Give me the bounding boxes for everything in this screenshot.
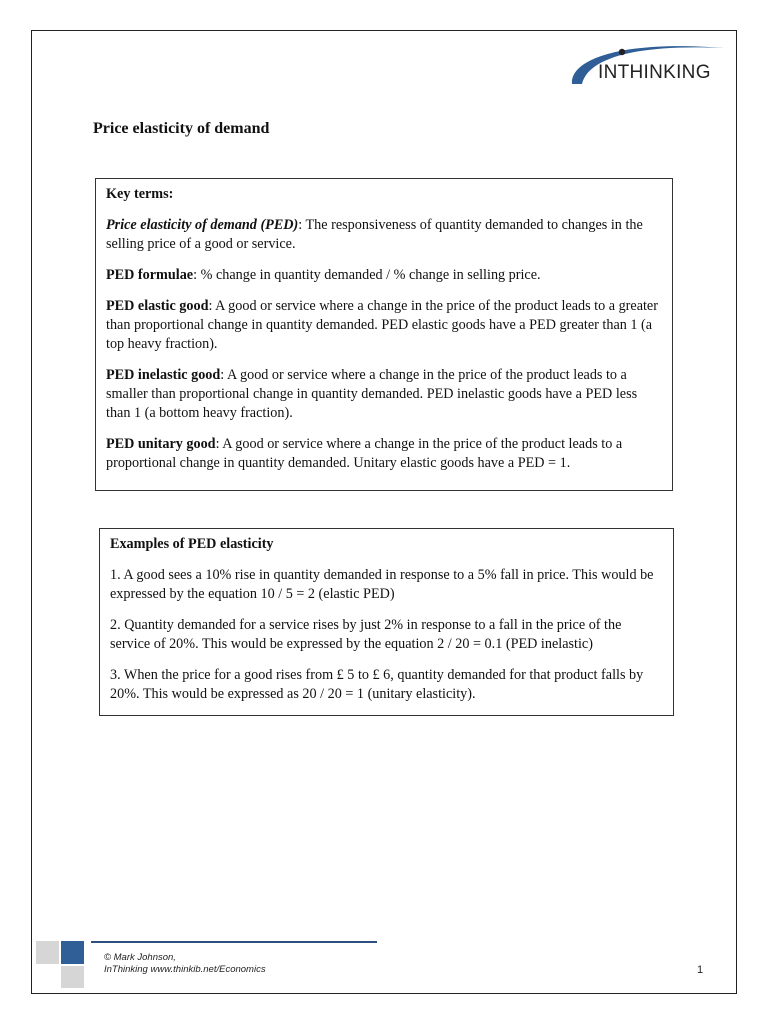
- examples-heading: Examples of PED elasticity: [110, 536, 274, 552]
- key-term-elastic: [106, 297, 663, 354]
- key-term-definition: : A good or service where a change in the price of the product leads to a smaller than proportional change in quantity demanded. PED inelastic goods have a PED less than 1 (a bottom heavy fraction).: [106, 367, 638, 421]
- footer-square-gray: [36, 941, 59, 964]
- key-term-label: PED unitary good: [106, 436, 216, 452]
- key-term-label: PED elastic good: [106, 298, 209, 314]
- example-item: 1. A good sees a 10% rise in quantity demanded in response to a 5% fall in price. This would be expressed by the equation 10 / 5 = 2 (elastic PED): [110, 567, 654, 602]
- key-term-unitary: [106, 435, 663, 473]
- footer-rule: [91, 941, 377, 943]
- page-title: Price elasticity of demand: [93, 120, 270, 137]
- key-term-formulae: [106, 266, 663, 285]
- footer-copyright: © Mark Johnson,: [104, 952, 176, 963]
- footer-square-gray: [61, 966, 84, 988]
- footer-credit: [104, 952, 266, 976]
- key-term-label: PED inelastic good: [106, 367, 221, 383]
- footer-square-blue: [61, 941, 84, 964]
- key-term-label: PED formulae: [106, 267, 194, 283]
- examples-box: [99, 528, 674, 716]
- example-item: 2. Quantity demanded for a service rises by just 2% in response to a fall in the price of the service of 20%. This would be expressed by the equation 2 / 20 = 0.1 (PED inelastic): [110, 617, 622, 652]
- key-terms-box: [95, 178, 673, 491]
- key-term-definition: : % change in quantity demanded / % change in selling price.: [193, 267, 541, 283]
- key-terms-heading: Key terms:: [106, 186, 174, 202]
- key-term-inelastic: [106, 366, 663, 423]
- logo-text: INTHINKING: [598, 62, 711, 83]
- key-term-label: Price elasticity of demand (PED): [106, 217, 299, 233]
- page-number: 1: [697, 964, 704, 976]
- key-term-definition: : The responsiveness of quantity demanded to changes in the selling price of a good or service.: [106, 217, 643, 252]
- page-frame: [31, 30, 737, 994]
- key-term-definition: : A good or service where a change in the price of the product leads to a greater than proportional change in quantity demanded. PED elastic goods have a PED greater than 1 (a top heavy fraction).: [106, 298, 658, 352]
- example-item: 3. When the price for a good rises from £ 5 to £ 6, quantity demanded for that product falls by 20%. This would be expressed as 20 / 20 = 1 (unitary elasticity).: [110, 667, 644, 702]
- key-term-ped: [106, 216, 663, 254]
- footer-website: InThinking www.thinkib.net/Economics: [104, 964, 266, 975]
- key-term-definition: : A good or service where a change in the price of the product leads to a proportional change in quantity demanded. Unitary elastic goods have a PED = 1.: [106, 436, 623, 471]
